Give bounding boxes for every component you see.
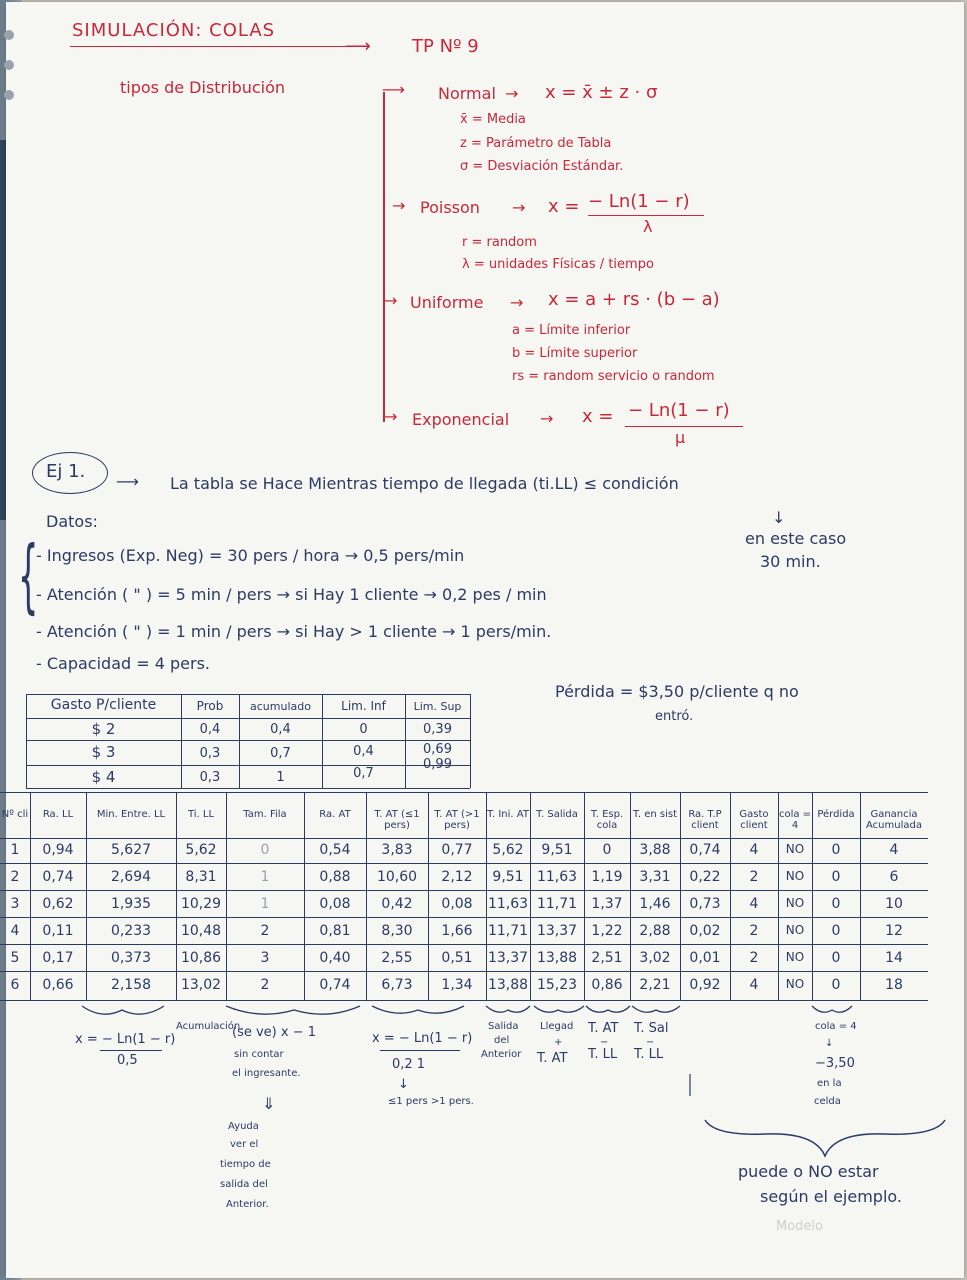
sim-cell: 1 [10, 842, 20, 858]
sim-header: Nº cli [1, 809, 29, 820]
sim-cell: 1 [260, 896, 270, 912]
sim-cell: 0,22 [689, 869, 721, 885]
gasto-cell: 0,7 [353, 766, 374, 781]
exponencial-denominator: μ [675, 428, 686, 447]
arrow-down: ⇓ [262, 1094, 276, 1113]
note-exp2: x = − Ln(1 − r) [372, 1031, 473, 1046]
sim-header: T. AT (>1 pers) [434, 809, 480, 831]
sim-cell: 0,51 [441, 950, 473, 966]
exponencial-label: Exponencial [412, 410, 510, 429]
sim-cell: 0,81 [319, 923, 351, 939]
poisson-x: x = [548, 196, 580, 217]
note-cola4: ↓ [825, 1038, 834, 1049]
perdida-note: Pérdida = $3,50 p/cliente q no [555, 682, 799, 701]
gasto-cell: $ 4 [91, 768, 116, 786]
normal-def: σ = Desviación Estándar. [460, 159, 624, 174]
sim-header: Gasto client [739, 809, 769, 831]
note-exp2-den: 0,2 1 [392, 1057, 426, 1072]
note-ayuda: Anterior. [226, 1199, 269, 1210]
sim-cell: 18 [885, 977, 903, 993]
sim-cell: 2,55 [381, 950, 413, 966]
note-sin-contar: sin contar [234, 1049, 284, 1060]
sim-cell: 5,62 [492, 842, 524, 858]
exponencial-x: x = [582, 406, 614, 427]
normal-label: Normal [438, 84, 496, 103]
arrow: ⟶ [116, 472, 139, 491]
sim-cell: 3,88 [639, 842, 671, 858]
sim-cell: 5,62 [185, 842, 217, 858]
sim-cell: 13,37 [536, 923, 578, 939]
page-title: SIMULACIÓN: COLAS [72, 20, 276, 41]
condition-note: en este caso [745, 529, 847, 548]
sim-cell: 2,21 [639, 977, 671, 993]
gasto-cell: 0,4 [270, 722, 291, 737]
note-ayuda: salida del [220, 1179, 268, 1190]
note-tat-ll: − [600, 1037, 609, 1048]
sim-cell: 1,37 [591, 896, 623, 912]
arrow: → [505, 84, 519, 103]
sim-cell: 0 [831, 950, 841, 966]
sim-cell: 2 [260, 977, 270, 993]
sim-cell: 0,62 [42, 896, 74, 912]
sim-cell: 0,373 [110, 950, 152, 966]
sim-cell: 2,694 [110, 869, 152, 885]
sim-cell: 11,63 [487, 896, 529, 912]
exponencial-numerator: − Ln(1 − r) [628, 400, 730, 421]
poisson-def: r = random [462, 235, 537, 250]
sim-cell: 2,158 [110, 977, 152, 993]
sim-cell: 15,23 [536, 977, 578, 993]
sim-cell: 4 [749, 842, 759, 858]
sim-cell: 2 [260, 923, 270, 939]
uniforme-def: a = Límite inferior [512, 323, 631, 338]
perdida-note: entró. [655, 709, 694, 724]
sim-cell: 0 [831, 896, 841, 912]
sim-cell: 3,83 [381, 842, 413, 858]
sim-cell: 0 [831, 869, 841, 885]
normal-def: z = Parámetro de Tabla [460, 136, 612, 151]
sim-cell: 11,71 [536, 896, 578, 912]
sim-cell: 10,60 [376, 869, 418, 885]
sim-cell: 10,29 [180, 896, 222, 912]
note-ayuda: tiempo de [220, 1159, 271, 1170]
gasto-cell: $ 2 [91, 720, 116, 738]
sim-cell: 2,12 [441, 869, 473, 885]
data-line: - Atención ( " ) = 5 min / pers → si Hay 1 cliente → 0,2 pes / min [36, 585, 547, 604]
sim-cell: 8,31 [185, 869, 217, 885]
sim-cell: 6 [889, 869, 899, 885]
sim-cell: 0,40 [319, 950, 351, 966]
sim-cell: 13,02 [180, 977, 222, 993]
sim-cell: NO [785, 896, 805, 910]
sim-cell: 0,17 [42, 950, 74, 966]
sim-cell: 6 [10, 977, 20, 993]
gasto-cell: 0,39 [423, 722, 452, 737]
sim-cell: 0,42 [381, 896, 413, 912]
gasto-cell: 0 [359, 722, 368, 737]
sim-cell: 10,86 [180, 950, 222, 966]
gasto-header: acumulado [250, 700, 311, 713]
gasto-header: Lim. Inf [341, 699, 386, 713]
sim-cell: 3 [260, 950, 270, 966]
note-cola4: en la [817, 1078, 842, 1089]
sim-cell: 2,51 [591, 950, 623, 966]
sim-header: Ra. LL [42, 809, 74, 820]
sim-cell: 9,51 [541, 842, 573, 858]
sim-cell: 11,71 [487, 923, 529, 939]
sim-cell: 2 [10, 869, 20, 885]
note-ayuda: ver el [230, 1139, 259, 1150]
note-tat-ll: T. AT [588, 1021, 619, 1036]
note-tsal-ll: T. LL [634, 1047, 664, 1062]
sim-header: Ti. LL [187, 809, 215, 820]
gasto-cell: 0,99 [423, 757, 452, 772]
note-llegada: Llegad [540, 1021, 574, 1032]
sim-cell: 0,11 [42, 923, 74, 939]
sim-cell: 0 [831, 977, 841, 993]
exercise-label: Ej 1. [46, 461, 86, 482]
sim-cell: 13,88 [487, 977, 529, 993]
data-label: Datos: [46, 512, 98, 531]
sim-cell: 8,30 [381, 923, 413, 939]
sim-header: T. en sist [632, 809, 678, 820]
sim-cell: 1,66 [441, 923, 473, 939]
arrow: → [392, 196, 406, 215]
note-llegada: T. AT [537, 1051, 568, 1066]
arrow: → [512, 198, 526, 217]
sim-header: cola = 4 [778, 809, 812, 831]
sim-cell: 0,66 [42, 977, 74, 993]
sim-cell: 0 [260, 842, 270, 858]
arrow: ⟶ [345, 36, 371, 57]
sim-cell: 12 [885, 923, 903, 939]
gasto-cell: 0,7 [270, 746, 291, 761]
poisson-denominator: λ [643, 217, 653, 236]
uniforme-def: b = Límite superior [512, 346, 638, 361]
sim-cell: 0,94 [42, 842, 74, 858]
normal-formula: x = x̄ ± z · σ [545, 82, 658, 103]
data-line: - Atención ( " ) = 1 min / pers → si Hay > 1 cliente → 1 pers/min. [36, 622, 552, 641]
note-tsal-ll: T. Sal [634, 1021, 669, 1036]
gasto-cell: 1 [276, 770, 285, 785]
note-cola4: celda [814, 1096, 841, 1107]
sim-cell: 0,88 [319, 869, 351, 885]
sim-cell: 0 [602, 842, 612, 858]
note-puede: según el ejemplo. [760, 1187, 902, 1206]
sim-cell: 3,02 [639, 950, 671, 966]
note-salida: del [494, 1035, 510, 1046]
sim-cell: 0,74 [42, 869, 74, 885]
sim-cell: 6,73 [381, 977, 413, 993]
data-line: - Ingresos (Exp. Neg) = 30 pers / hora → 0,5 pers/min [36, 546, 465, 565]
note-cola4: −3,50 [815, 1056, 855, 1071]
arrow: → [384, 407, 398, 426]
sim-cell: 4 [749, 896, 759, 912]
arrow: → [510, 293, 524, 312]
gasto-header: Gasto P/cliente [50, 697, 157, 713]
sim-cell: 1 [260, 869, 270, 885]
note-salida: Salida [488, 1021, 519, 1032]
sim-cell: 0,86 [591, 977, 623, 993]
sim-cell: 2 [749, 950, 759, 966]
sim-cell: 1,46 [639, 896, 671, 912]
sim-cell: 10,48 [180, 923, 222, 939]
note-tsal-ll: − [646, 1037, 655, 1048]
sim-cell: NO [785, 923, 805, 937]
sim-cell: 0,74 [689, 842, 721, 858]
note-exp1: x = − Ln(1 − r) [75, 1032, 176, 1047]
gasto-header: Lim. Sup [413, 700, 462, 713]
arrow: → [540, 409, 554, 428]
sim-cell: 1,19 [591, 869, 623, 885]
data-line: - Capacidad = 4 pers. [36, 654, 210, 673]
note-llegada: + [554, 1037, 563, 1048]
sim-cell: 0,08 [319, 896, 351, 912]
data-brace: { [18, 529, 39, 622]
sim-cell: NO [785, 977, 805, 991]
sim-cell: NO [785, 842, 805, 856]
note-salida: Anterior [481, 1049, 522, 1060]
sim-header: Ra. T.P client [688, 809, 722, 831]
distribution-heading: tipos de Distribución [120, 78, 286, 97]
sim-cell: 9,51 [492, 869, 524, 885]
gasto-cell: 0,3 [199, 746, 221, 761]
note-ayuda: Ayuda [228, 1121, 259, 1132]
note-serie: (se ve) x − 1 [232, 1025, 316, 1040]
sim-cell: 13,88 [536, 950, 578, 966]
gasto-cell: 0,4 [199, 722, 221, 737]
sim-header: T. Salida [536, 809, 578, 820]
gasto-cell: 0,3 [199, 770, 221, 785]
note-puede: puede o NO estar [738, 1162, 879, 1181]
sim-cell: 4 [889, 842, 899, 858]
sim-header: T. Esp. cola [590, 809, 624, 831]
note-tat-ll: T. LL [588, 1047, 618, 1062]
arrow: ⟶ [382, 80, 405, 99]
gasto-header: Prob [196, 699, 224, 713]
sim-cell: 1,935 [110, 896, 152, 912]
sim-cell: 0 [831, 842, 841, 858]
gasto-cell: 0,4 [353, 744, 374, 759]
tp-number: TP Nº 9 [412, 36, 479, 57]
sim-cell: 0,02 [689, 923, 721, 939]
sim-cell: 1,34 [441, 977, 473, 993]
note-exp2-cases: ≤1 pers >1 pers. [388, 1096, 474, 1107]
sim-header: Tam. Fila [243, 809, 287, 820]
sim-cell: 3 [10, 896, 20, 912]
sim-cell: 14 [885, 950, 903, 966]
sim-cell: 0 [831, 923, 841, 939]
sim-header: Min. Entre. LL [96, 809, 166, 820]
sim-cell: 0,01 [689, 950, 721, 966]
sim-cell: 4 [10, 923, 20, 939]
arrow-down: ↓ [772, 508, 786, 527]
poisson-def: λ = unidades Físicas / tiempo [462, 257, 654, 272]
uniforme-def: rs = random servicio o random [512, 369, 715, 384]
sim-header: Ganancia Acumulada [866, 809, 922, 831]
sim-cell: 1,22 [591, 923, 623, 939]
sim-header: Ra. AT [319, 809, 351, 820]
sim-cell: 0,233 [110, 923, 152, 939]
sim-cell: 0,92 [689, 977, 721, 993]
sim-header: T. Ini. AT [487, 809, 529, 820]
sim-header: Pérdida [817, 809, 855, 820]
sim-cell: 2 [749, 869, 759, 885]
arrow-down: ↓ [398, 1077, 409, 1092]
gasto-cell: 0,69 [423, 742, 452, 757]
note-cola4: cola = 4 [815, 1021, 857, 1032]
poisson-label: Poisson [420, 198, 480, 217]
sim-cell: 0,74 [319, 977, 351, 993]
note-exp1-den: 0,5 [117, 1053, 138, 1068]
sim-cell: 5 [10, 950, 20, 966]
note-sin-contar: el ingresante. [232, 1068, 301, 1079]
uniforme-label: Uniforme [410, 293, 484, 312]
condition-note: 30 min. [760, 552, 821, 571]
sim-cell: NO [785, 950, 805, 964]
sim-cell: 2,88 [639, 923, 671, 939]
sim-header: T. AT (≤1 pers) [374, 809, 420, 831]
poisson-numerator: − Ln(1 − r) [588, 191, 690, 212]
note-acumulacion: Acumulación. [176, 1021, 244, 1032]
sim-cell: 0,54 [319, 842, 351, 858]
sim-cell: 0,73 [689, 896, 721, 912]
sim-cell: 13,37 [487, 950, 529, 966]
normal-def: x̄ = Media [460, 112, 526, 127]
sim-cell: 3,31 [639, 869, 671, 885]
arrow: → [384, 291, 398, 310]
sim-cell: 4 [749, 977, 759, 993]
sim-cell: 10 [885, 896, 903, 912]
sim-cell: 0,77 [441, 842, 473, 858]
uniforme-formula: x = a + rs · (b − a) [548, 289, 720, 310]
sim-cell: 5,627 [110, 842, 152, 858]
gasto-cell: $ 3 [91, 743, 116, 761]
sim-cell: 0,08 [441, 896, 473, 912]
sim-cell: 11,63 [536, 869, 578, 885]
sim-cell: NO [785, 869, 805, 883]
sim-cell: 2 [749, 923, 759, 939]
exercise-condition: La tabla se Hace Mientras tiempo de llegada (ti.LL) ≤ condición [170, 474, 679, 493]
note-modelo: Modelo [776, 1219, 823, 1234]
